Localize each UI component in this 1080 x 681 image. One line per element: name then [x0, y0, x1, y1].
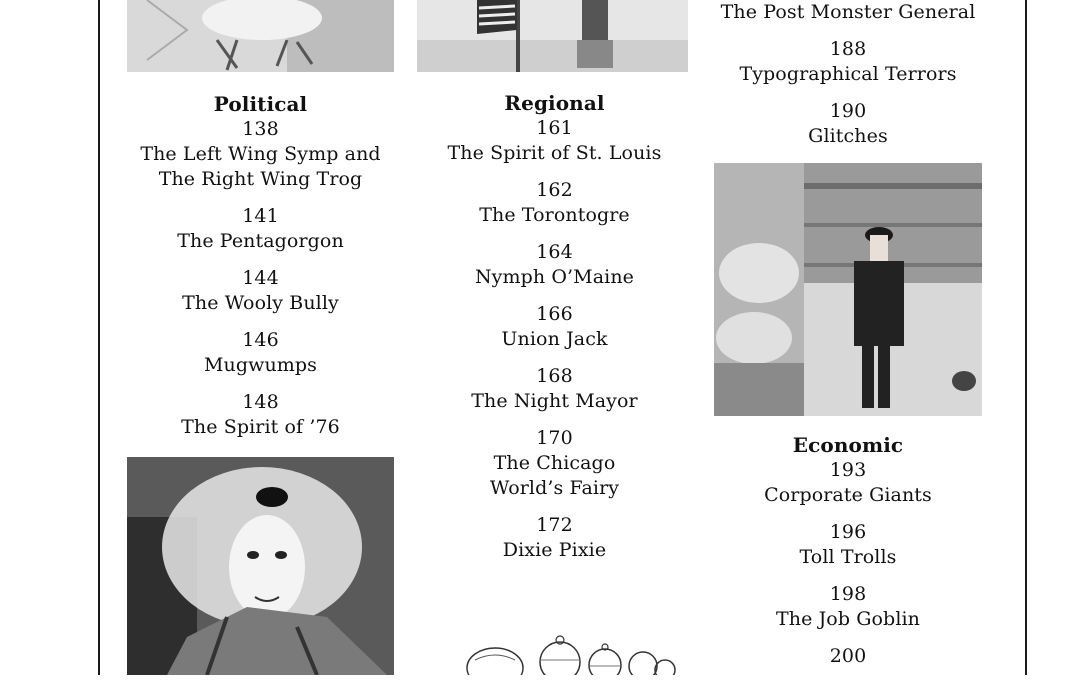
- page-number: 190: [829, 100, 867, 122]
- entry-title: The Spirit of ’76: [181, 416, 340, 438]
- toc-entry: [714, 520, 982, 570]
- bird-photo: [127, 0, 394, 72]
- entry-title: World’s Fairy: [489, 477, 620, 499]
- entry-title: Mugwumps: [203, 354, 318, 376]
- ornaments-sketch: [465, 630, 680, 675]
- page-number: 198: [829, 583, 867, 605]
- entry-title: Corporate Giants: [764, 484, 932, 506]
- page-number: 170: [536, 427, 573, 449]
- entry-title: The Wooly Bully: [182, 292, 339, 314]
- entry-title: The Post Monster General: [720, 1, 976, 23]
- toc-entry: [417, 302, 692, 352]
- toc-entry: [417, 116, 692, 166]
- man-in-bowler-hat-photo: [714, 163, 982, 416]
- page-number: 162: [536, 179, 573, 201]
- page-number: 144: [242, 267, 279, 289]
- toc-entry: [417, 240, 692, 290]
- page-number: 138: [242, 118, 279, 140]
- toc-entry: [714, 644, 982, 669]
- toc-entry: [417, 426, 692, 501]
- entry-title: The Pentagorgon: [177, 230, 344, 252]
- toc-entry: [704, 0, 992, 25]
- toc-entry: [127, 390, 394, 440]
- entry-title: The Spirit of St. Louis: [447, 142, 662, 164]
- toc-entry: [704, 37, 992, 87]
- economic-column: [714, 433, 982, 681]
- political-column: [127, 92, 394, 452]
- page-number: 164: [536, 241, 573, 263]
- entry-title: Nymph O’Maine: [474, 266, 635, 288]
- section-heading-economic: Economic: [792, 433, 904, 457]
- page-number: 146: [242, 329, 279, 351]
- troll-face-photo: [127, 457, 394, 675]
- toc-entry: [417, 513, 692, 563]
- page-number: 166: [536, 303, 573, 325]
- postal-column-top: [704, 0, 992, 161]
- section-heading-political: Political: [213, 92, 308, 116]
- page-number: 196: [829, 521, 867, 543]
- toc-entry: [714, 582, 982, 632]
- toc-entry: [714, 458, 982, 508]
- entry-title: Dixie Pixie: [502, 539, 607, 561]
- right-border-rule: [1025, 0, 1027, 675]
- toc-entry: [127, 204, 394, 254]
- entry-title: The Job Goblin: [775, 608, 921, 630]
- entry-title: The Chicago: [493, 452, 616, 474]
- toc-entry: [704, 99, 992, 149]
- entry-title: The Night Mayor: [471, 390, 638, 412]
- page-number: 141: [242, 205, 279, 227]
- toc-entry: [127, 266, 394, 316]
- entry-title: The Left Wing Symp and: [140, 143, 381, 165]
- page-number: 148: [242, 391, 279, 413]
- entry-title: Toll Trolls: [799, 546, 897, 568]
- toc-entry: [127, 328, 394, 378]
- page-number: 161: [536, 117, 573, 139]
- left-border-rule: [98, 0, 100, 675]
- page-number: 188: [829, 38, 867, 60]
- flag-photo: [417, 0, 688, 72]
- section-heading-regional: Regional: [504, 91, 605, 115]
- entry-title: The Torontogre: [479, 204, 630, 226]
- toc-entry: [417, 364, 692, 414]
- entry-title: Union Jack: [501, 328, 608, 350]
- page-number: 193: [829, 459, 867, 481]
- toc-entry: [127, 117, 394, 192]
- page-number: 200: [829, 645, 867, 667]
- entry-title: Glitches: [808, 125, 888, 147]
- regional-column: [417, 91, 692, 575]
- toc-entry: [417, 178, 692, 228]
- page-number: 172: [536, 514, 573, 536]
- entry-title: Typographical Terrors: [739, 63, 957, 85]
- page-number: 168: [536, 365, 573, 387]
- entry-title: The Right Wing Trog: [158, 168, 363, 190]
